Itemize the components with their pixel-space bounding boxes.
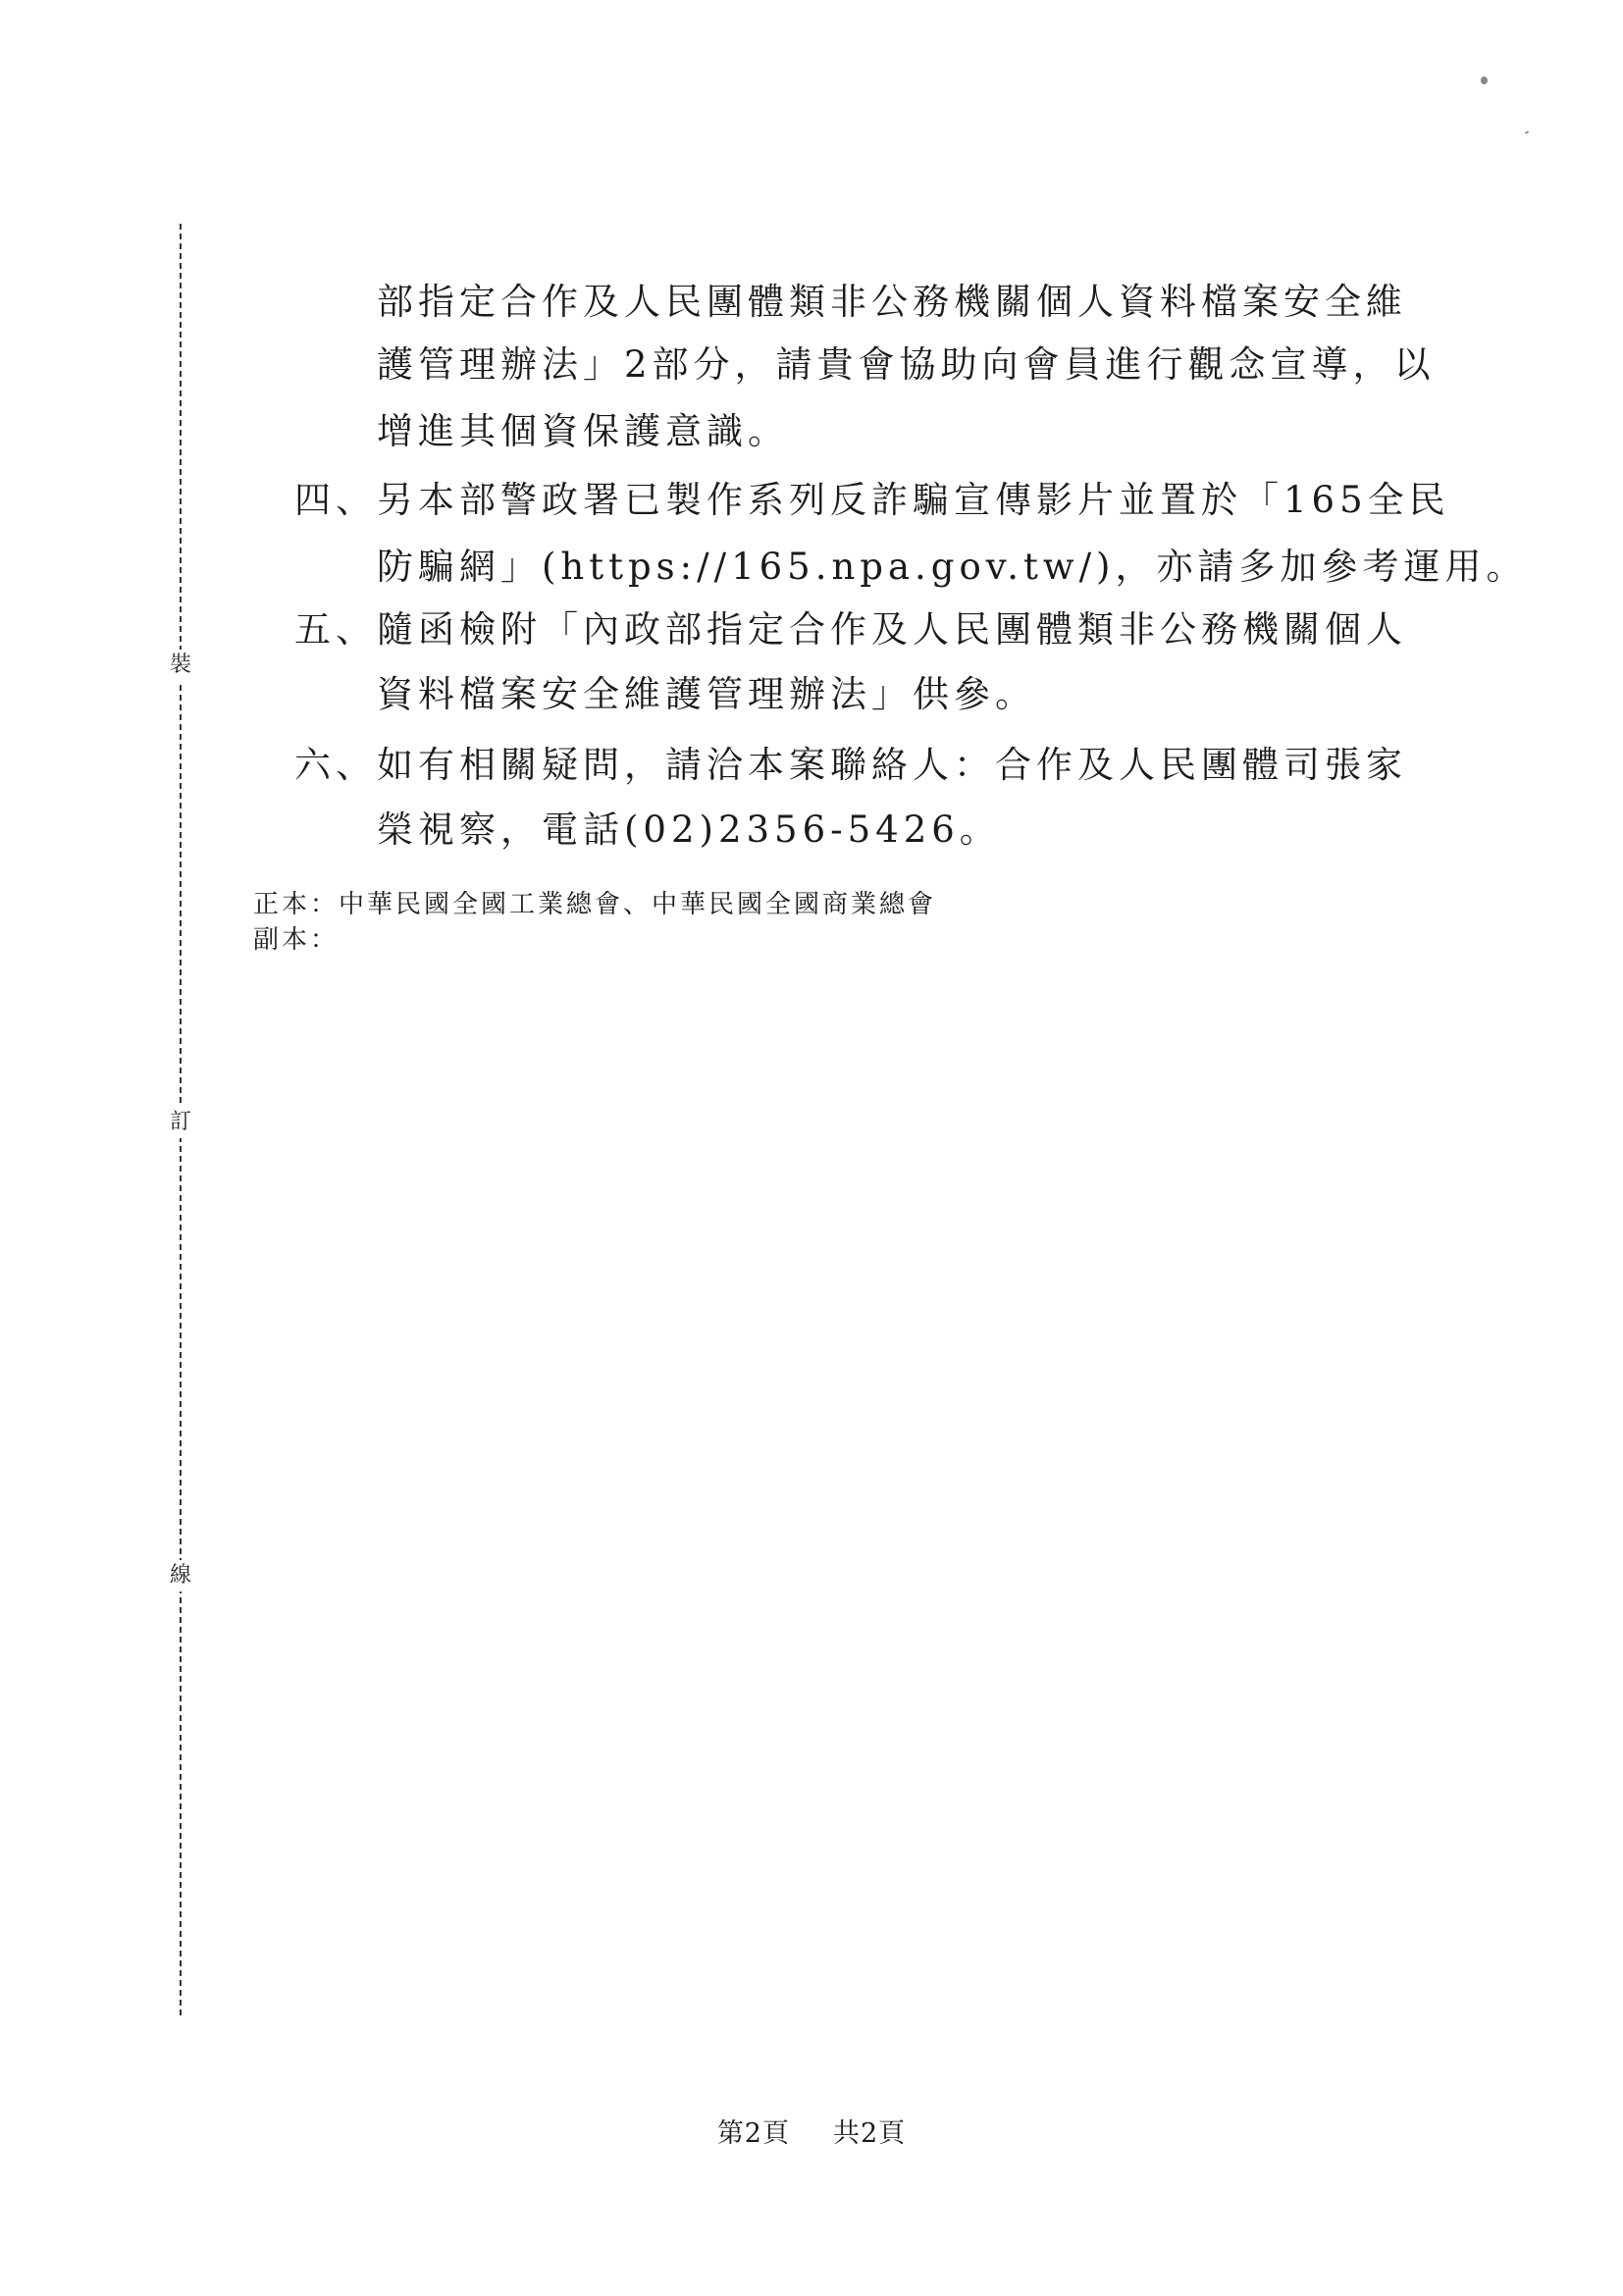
body-line: 防騙網」(https://165.npa.gov.tw/)，亦請多加參考運用。 — [377, 546, 1528, 588]
scan-speck — [1525, 130, 1529, 134]
item-five-line: 五、隨函檢附「內政部指定合作及人民團體類非公務機關個人 — [294, 608, 1407, 651]
page-footer — [0, 2112, 1623, 2150]
binding-char-xian: 線 — [165, 1560, 196, 1592]
scan-speck — [1481, 77, 1488, 84]
body-line: 部指定合作及人民團體類非公務機關個人資料檔案安全維 — [377, 281, 1407, 323]
body-line: 資料檔案安全維護管理辦法」供參。 — [377, 673, 1036, 715]
body-line: 護管理辦法」2部分，請貴會協助向會員進行觀念宣導，以 — [377, 343, 1436, 386]
page-total: 共2頁 — [833, 2118, 907, 2149]
copy-recipients: 副本： — [253, 925, 340, 955]
body-line: 增進其個資保護意識。 — [377, 410, 789, 452]
body-line: 榮視察，電話(02)2356-5426。 — [377, 809, 1001, 851]
item-six-line: 六、如有相關疑問，請洽本案聯絡人：合作及人民團體司張家 — [294, 744, 1407, 786]
binding-char-zhuang: 裝 — [165, 650, 196, 681]
binding-char-ding: 訂 — [165, 1107, 196, 1138]
item-four-line: 四、另本部警政署已製作系列反詐騙宣傳影片並置於「165全民 — [294, 479, 1450, 521]
recipients-block — [253, 887, 936, 958]
primary-recipients: 正本：中華民國全國工業總會、中華民國全國商業總會 — [253, 890, 937, 919]
page-number: 第2頁 — [716, 2118, 790, 2149]
